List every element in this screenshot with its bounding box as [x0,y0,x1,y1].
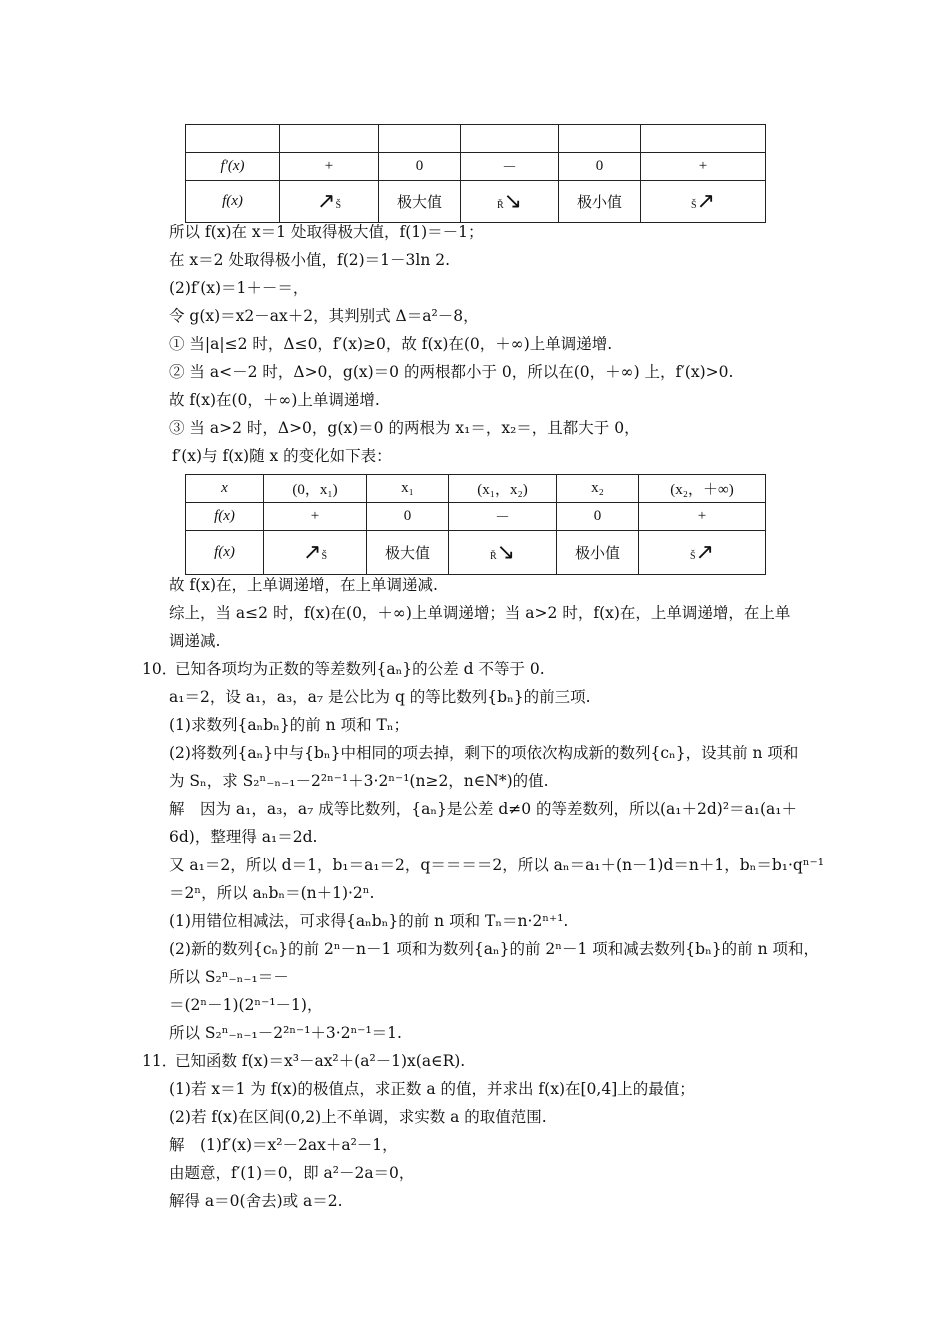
text-line: 为 Sₙ，求 S₂ⁿ₋ₙ₋₁－2²ⁿ⁻¹＋3·2ⁿ⁻¹(n≥2，n∈N*)的值. [169,772,549,790]
text-line: 故 f(x)在，上单调递增，在上单调递减. [169,576,438,594]
text-line: (2)若 f(x)在区间(0,2)上不单调，求实数 a 的取值范围. [169,1108,547,1126]
text-line: a₁＝2，设 a₁，a₃，a₇ 是公比为 q 的等比数列{bₙ}的前三项. [169,688,591,706]
table-cell: 极大值 [367,531,449,575]
text-line: ＝(2ⁿ－1)(2ⁿ⁻¹－1)， [169,996,323,1014]
table-cell: (x₂，＋∞) [639,475,766,503]
table-cell [641,181,766,223]
text-line: (1)若 x＝1 为 f(x)的极值点，求正数 a 的值，并求出 f(x)在[0,4]上的最值； [169,1080,695,1098]
glyph-mark: Š [691,199,697,211]
table-cell: － [449,503,557,531]
table-cell: － [461,153,559,181]
glyph-mark: Š [321,550,327,562]
question-number: 10． [142,660,178,678]
text-line: 所以 S₂ⁿ₋ₙ₋₁－2²ⁿ⁻¹＋3·2ⁿ⁻¹＝1. [169,1024,402,1042]
table-cell: f′(x) [186,153,280,181]
glyph-mark: Ř [496,199,504,211]
table-row [186,531,766,575]
table-cell: f(x) [186,531,264,575]
text-line: 综上，当 a≤2 时，f(x)在(0，＋∞)上单调递增；当 a>2 时，f(x)在，上单调递增，在上单 [169,604,791,622]
text-line: 解 (1)f′(x)＝x²－2ax＋a²－1， [169,1136,398,1154]
text-line: 由题意，f′(1)＝0，即 a²－2a＝0， [169,1164,415,1182]
text-line: 故 f(x)在(0，＋∞)上单调递增. [169,391,380,409]
text-line: f′(x)与 f(x)随 x 的变化如下表： [172,447,392,465]
text-line: 又 a₁＝2，所以 d＝1，b₁＝a₁＝2，q＝＝＝＝2，所以 aₙ＝a₁＋(n－1)d＝n＋1，bₙ＝b₁·qⁿ⁻¹ [169,856,824,874]
arrow-up-right-icon: ↗ [303,538,322,564]
text-line: (2)新的数列{cₙ}的前 2ⁿ－n－1 项和为数列{aₙ}的前 2ⁿ－1 项和减去数列{bₙ}的前 n 项和， [169,940,819,958]
glyph-mark: Š [690,550,696,562]
table-row [186,125,766,153]
table-cell [639,531,766,575]
table-cell [379,125,461,153]
table-cell [449,531,557,575]
table-cell [280,181,379,223]
table-row [186,475,766,503]
text-line: 解得 a＝0(舍去)或 a＝2. [169,1192,343,1210]
table-cell [280,125,379,153]
table-cell: + [639,503,766,531]
variation-table-2 [185,474,766,575]
table-cell: 0 [379,153,461,181]
text-line: ③ 当 a>2 时，Δ>0，g(x)＝0 的两根为 x₁＝，x₂＝，且都大于 0， [169,419,640,437]
text-line: 令 g(x)＝x2－ax＋2，其判别式 Δ＝a²－8， [169,307,479,325]
table-cell: + [280,153,379,181]
text-line: 解 因为 a₁，a₃，a₇ 成等比数列，{aₙ}是公差 d≠0 的等差数列，所以(a₁＋2d)²＝a₁(a₁＋ [169,800,798,818]
table-cell [641,125,766,153]
text-line: ① 当|a|≤2 时，Δ≤0，f′(x)≥0，故 f(x)在(0，＋∞)上单调递增. [169,335,613,353]
table-cell: f(x) [186,503,264,531]
table-cell: + [641,153,766,181]
table-cell: 极大值 [379,181,461,223]
variation-table-1 [185,124,766,223]
table-row [186,153,766,181]
text-line: 在 x＝2 处取得极小值，f(2)＝1－3ln 2. [169,251,451,269]
text-line: ＝2ⁿ，所以 aₙbₙ＝(n＋1)·2ⁿ. [169,884,375,902]
table-cell: (x₁，x₂) [449,475,557,503]
text-line: (1)用错位相减法，可求得{aₙbₙ}的前 n 项和 Tₙ＝n·2ⁿ⁺¹. [169,912,569,930]
table-cell [461,125,559,153]
table-cell: 0 [367,503,449,531]
text-line: (1)求数列{aₙbₙ}的前 n 项和 Tₙ； [169,716,410,734]
arrow-up-right-icon: ↗ [696,187,715,213]
text-line: 6d)，整理得 a₁＝2d. [169,828,318,846]
arrow-down-right-icon: ↘ [503,187,523,213]
table-cell: x [186,475,264,503]
text-line: 所以 S₂ⁿ₋ₙ₋₁＝－ [169,968,289,986]
text-line: 所以 f(x)在 x＝1 处取得极大值，f(1)＝－1； [169,223,484,241]
table-cell: x₂ [557,475,639,503]
text-line: (2)将数列{aₙ}中与{bₙ}中相同的项去掉，剩下的项依次构成新的数列{cₙ}，设其前 n 项和 [169,744,799,762]
table-cell: 0 [559,153,641,181]
table-cell: (0，x₁) [264,475,367,503]
text-line: 已知各项均为正数的等差数列{aₙ}的公差 d 不等于 0. [175,660,545,678]
table-cell [264,531,367,575]
table-cell [559,125,641,153]
table-cell [461,181,559,223]
arrow-up-right-icon: ↗ [695,538,714,564]
arrow-up-right-icon: ↗ [317,187,336,213]
text-line: (2)f′(x)＝1＋－＝， [169,279,309,297]
table-cell: 极小值 [559,181,641,223]
table-cell [186,125,280,153]
text-line: 已知函数 f(x)＝x³－ax²＋(a²－1)x(a∈R). [175,1052,466,1070]
glyph-mark: Ř [489,550,497,562]
text-line: ② 当 a<－2 时，Δ>0，g(x)＝0 的两根都小于 0，所以在(0，＋∞) 上，f′(x)>0. [169,363,734,381]
arrow-down-right-icon: ↘ [496,538,516,564]
glyph-mark: Š [335,199,341,211]
table-cell: x₁ [367,475,449,503]
table-cell: f(x) [186,181,280,223]
table-cell: + [264,503,367,531]
table-row [186,181,766,223]
text-line: 调递减. [169,632,221,650]
question-number: 11． [142,1052,178,1070]
table-cell: 极小值 [557,531,639,575]
table-row [186,503,766,531]
table-cell: 0 [557,503,639,531]
